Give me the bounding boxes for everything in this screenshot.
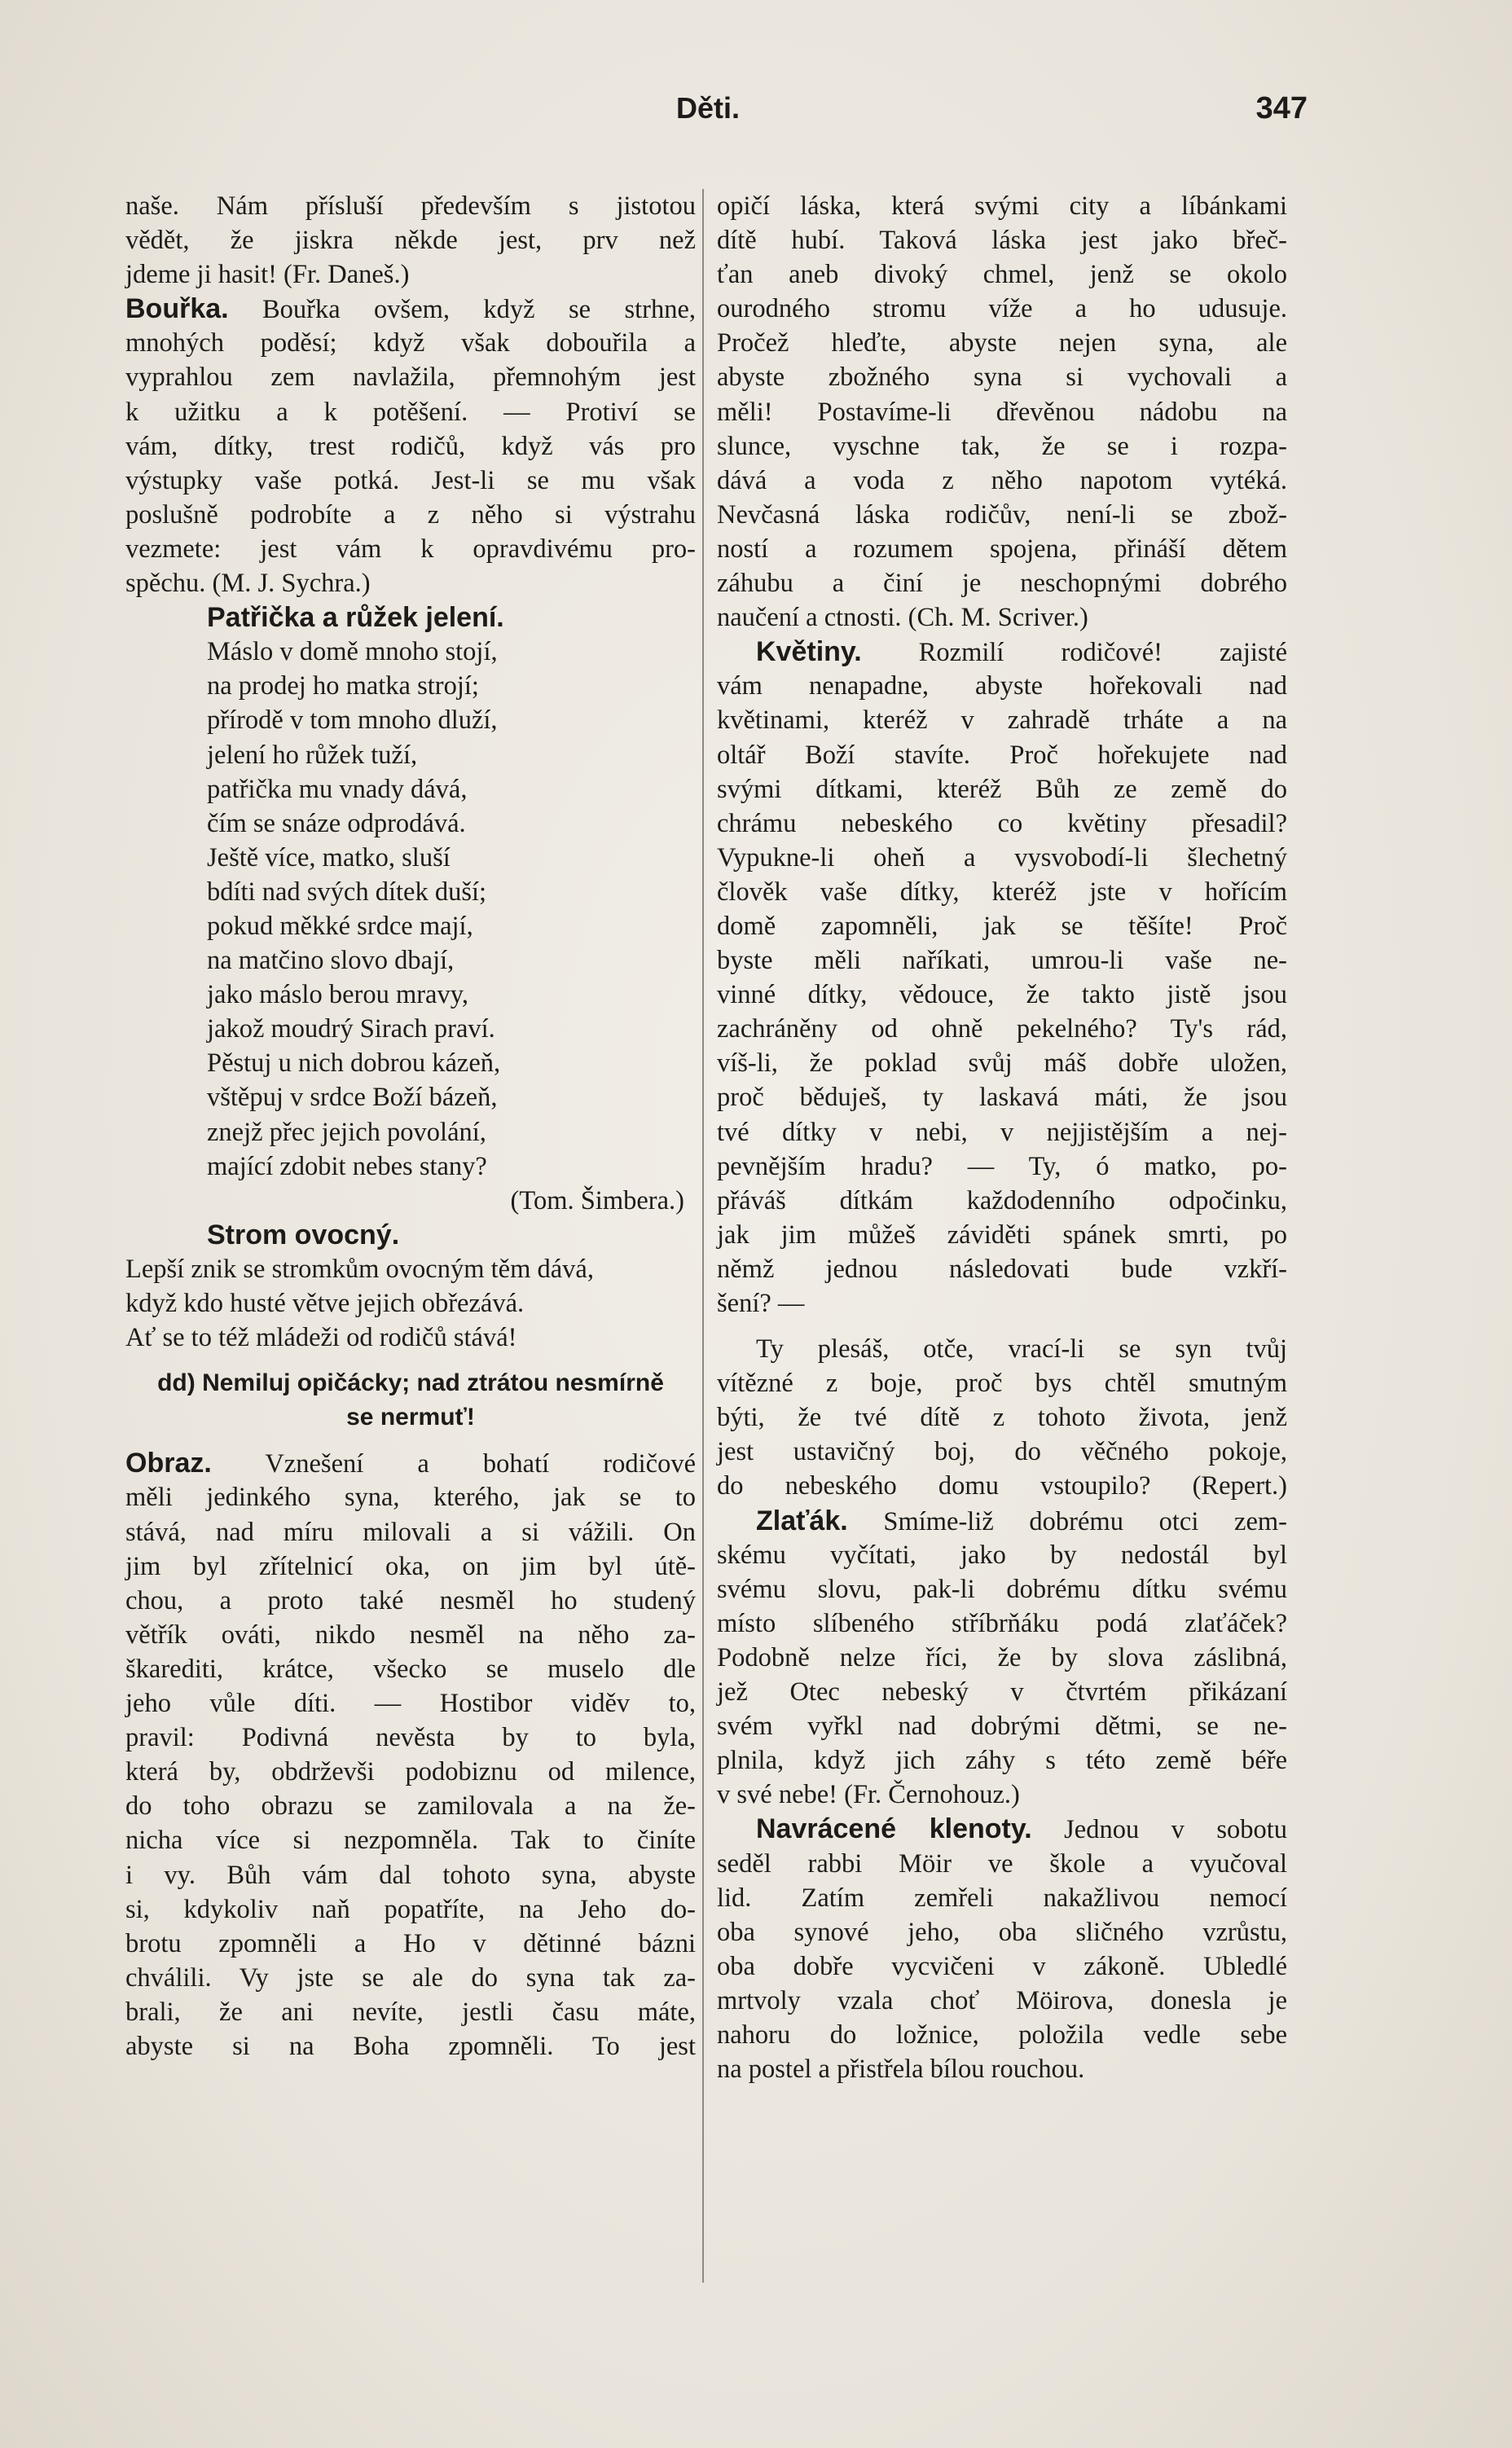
- text-line: výstupky vaše potká. Jest-li se mu však: [125, 465, 696, 495]
- text-line: poslušně podrobíte a z něho si výstrahu: [125, 499, 696, 530]
- poem-line: bdíti nad svých dítek duší;: [207, 877, 487, 907]
- text-line: Vznešení a bohatí rodičové: [211, 1449, 696, 1479]
- text-line: oltář Boží stavíte. Proč hořekujete nad: [717, 740, 1287, 770]
- text-line: býti, že tvé dítě z tohoto života, jenž: [717, 1403, 1287, 1433]
- text-line: vezmete: jest vám k opravdivému pro-: [125, 534, 696, 564]
- text-line: nahoru do ložnice, položila vedle sebe: [717, 2019, 1287, 2050]
- text-line: nicha více si nezpomněla. Tak to činíte: [125, 1826, 696, 1856]
- text-line: stává, nad míru milovali a si vážili. On: [125, 1517, 696, 1547]
- zlatak-heading: Zlaťák.: [756, 1505, 848, 1536]
- text-line: člověk vaše dítky, kteréž jste v hořícím: [717, 877, 1287, 907]
- text-line: Bouřka ovšem, když se strhne,: [228, 295, 696, 325]
- poem-line: na prodej ho matka strojí;: [207, 671, 479, 701]
- text-line: jeho vůle díti. — Hostibor viděv to,: [125, 1689, 696, 1719]
- text-line: vítězné z boje, proč bys chtěl smutným: [717, 1369, 1287, 1399]
- poem-line: vštěpuj v srdce Boží bázeň,: [207, 1083, 498, 1113]
- text-line: mrtvoly vzala choť Möirova, donesla je: [717, 1985, 1287, 2015]
- text-line: skému vyčítati, jako by nedostál byl: [717, 1540, 1287, 1570]
- left-column: [125, 189, 696, 2063]
- spacer: [125, 1435, 696, 1446]
- text-line: Ty plesáš, otče, vrací-li se syn tvůj: [756, 1334, 1287, 1365]
- text-line: byste měli naříkati, umrou-li vaše ne-: [717, 946, 1287, 976]
- text-line: Rozmilí rodičové! zajisté: [861, 638, 1287, 668]
- text-line: lid. Zatím zemřeli nakažlivou nemocí: [717, 1883, 1287, 1913]
- poem-line: jako máslo berou mravy,: [207, 980, 469, 1010]
- poem-line: Pěstuj u nich dobrou kázeň,: [207, 1048, 501, 1079]
- text-line: chou, a proto také nesměl ho studený: [125, 1585, 696, 1615]
- text-line: i vy. Bůh vám dal tohoto syna, abyste: [125, 1860, 696, 1890]
- poem-line: na matčino slovo dbají,: [207, 946, 455, 976]
- text-line: Vypukne-li oheň a vysvobodí-li šlechetný: [717, 842, 1287, 872]
- text-line: proč běduješ, ty laskavá máti, že jsou: [717, 1083, 1287, 1113]
- klenoty-heading: Navrácené klenoty.: [756, 1813, 1032, 1845]
- poem-line: patřička mu vnady dává,: [207, 774, 468, 804]
- text-line: místo slíbeného stříbrňáku podá zlaťáček?: [717, 1608, 1287, 1638]
- text-line: k užitku a k potěšení. — Protiví se: [125, 397, 696, 427]
- text-line: spěchu. (M. J. Sychra.): [125, 569, 371, 599]
- text-line: pevnějším hradu? — Ty, ó matko, po-: [717, 1151, 1287, 1181]
- text-line: vám, dítky, trest rodičů, když vás pro: [125, 431, 696, 461]
- text-line: měli jedinkého syna, kterého, jak se to: [125, 1483, 696, 1513]
- poem-line: Ještě více, matko, sluší: [207, 842, 451, 872]
- text-line: zachráněny od ohně pekelného? Ty's rád,: [717, 1014, 1287, 1044]
- text-line: svými dítkami, kteréž Bůh ze země do: [717, 774, 1287, 804]
- text-line: naučení a ctnosti. (Ch. M. Scriver.): [717, 603, 1088, 633]
- text-line: pravil: Podivná nevěsta by to byla,: [125, 1723, 696, 1753]
- text-line: chválili. Vy jste se ale do syna tak za-: [125, 1962, 696, 1993]
- text-line: svém vyřkl nad dobrými dětmi, se ne-: [717, 1712, 1287, 1742]
- text-line: která by, obdrževši podobiznu od milence,: [125, 1757, 696, 1787]
- text-line: jim byl zřítelnicí oka, on jim byl útě-: [125, 1551, 696, 1581]
- text-line: Pročež hleďte, abyste nejen syna, ale: [717, 328, 1287, 358]
- poem-line: čím se snáze odprodává.: [207, 808, 466, 838]
- text-line: květinami, kteréž v zahradě trháte a na: [717, 705, 1287, 736]
- patricka-heading: Patřička a růžek jelení.: [207, 602, 504, 634]
- text-line: vinné dítky, vědouce, že takto jistě jsou: [717, 980, 1287, 1010]
- text-line: abyste si na Boha zpomněli. To jest: [125, 2031, 696, 2061]
- obraz-heading: Obraz.: [125, 1448, 212, 1479]
- poem-line: jelení ho růžek tuží,: [207, 740, 418, 770]
- text-line: si, kdykoliv naň popatříte, na Jeho do-: [125, 1894, 696, 1924]
- author-attribution: (Tom. Šimbera.): [510, 1185, 684, 1215]
- text-line: Jednou v sobotu: [1031, 1815, 1287, 1845]
- poem-line: mající zdobit nebes stany?: [207, 1151, 487, 1181]
- text-line: jež Otec nebeský v čtvrtém přikázaní: [717, 1677, 1287, 1707]
- text-line: když kdo husté větve jejich obřezává.: [125, 1289, 525, 1318]
- text-line: dává a voda z něho napotom vytéká.: [717, 465, 1287, 495]
- text-line: jdeme ji hasit! (Fr. Daneš.): [125, 260, 410, 290]
- obraz-paragraph-start: [125, 1446, 696, 1480]
- text-line: ností a rozumem spojena, přináší dětem: [717, 534, 1287, 564]
- text-line: Ať se to též mládeži od rodičů stává!: [125, 1323, 517, 1353]
- text-line: přáváš dítkám každodenního odpočinku,: [717, 1185, 1287, 1215]
- strom-heading: Strom ovocný.: [207, 1219, 400, 1250]
- text-line: jest ustavičný boj, do věčného pokoje,: [717, 1437, 1287, 1467]
- text-line: brali, že ani nevíte, jestli času máte,: [125, 1997, 696, 2027]
- text-line: seděl rabbi Möir ve škole a vyučoval: [717, 1848, 1287, 1879]
- text-line: Nevčasná láska rodičův, není-li se zbož-: [717, 499, 1287, 530]
- poem-line: jakož moudrý Sirach praví.: [207, 1014, 495, 1044]
- kvetiny-heading: Květiny.: [756, 636, 862, 668]
- zlatak-paragraph-start: [717, 1504, 1287, 1538]
- text-line: brotu zpomněli a Ho v dětinné bázni: [125, 1928, 696, 1958]
- text-line: jak jim můžeš záviděti spánek smrti, po: [717, 1220, 1287, 1250]
- text-line: ťan aneb divoký chmel, jenž se okolo: [717, 260, 1287, 290]
- text-line: vědět, že jiskra někde jest, prv než: [125, 226, 696, 256]
- text-line: domě zapomněli, jak se těšíte! Proč: [717, 911, 1287, 941]
- poem-line: přírodě v tom mnoho dluží,: [207, 705, 498, 736]
- text-line: mnohých poděsí; když však dobouřila a: [125, 328, 696, 358]
- text-line: Smíme-liž dobrému otci zem-: [847, 1506, 1287, 1536]
- spacer: [125, 1355, 696, 1366]
- text-line: měli! Postavíme-li dřevěnou nádobu na: [717, 397, 1287, 427]
- text-line: dítě hubí. Taková láska jest jako břeč-: [717, 226, 1287, 256]
- text-line: vám nenapadne, abyste hořekovali nad: [717, 671, 1287, 701]
- page-number: 347: [1255, 91, 1308, 125]
- text-line: svému slovu, pak-li dobrému dítku svému: [717, 1574, 1287, 1604]
- text-line: šení? —: [717, 1289, 805, 1318]
- running-title: Děti.: [676, 91, 741, 125]
- text-line: v své nebe! (Fr. Černohouz.): [717, 1780, 1020, 1810]
- text-line: do nebeského domu vstoupilo? (Repert.): [717, 1471, 1287, 1501]
- right-column: [717, 189, 1287, 2086]
- poem-line: znejž přec jejich povolání,: [207, 1117, 486, 1147]
- poem-line: pokud měkké srdce mají,: [207, 911, 473, 941]
- section-title: dd) Nemiluj opičácky; nad ztrátou nesmírně: [157, 1369, 664, 1397]
- text-line: oba synové jeho, oba sličného vzrůstu,: [717, 1917, 1287, 1947]
- text-line: na postel a přistřela bílou rouchou.: [717, 2055, 1085, 2085]
- bourka-paragraph-start: [125, 292, 696, 326]
- text-line: záhubu a činí je neschopnými dobrého: [717, 569, 1287, 599]
- text-line: do toho obrazu se zamilovala a na že-: [125, 1791, 696, 1822]
- text-line: vyprahlou zem navlažila, přemnohým jest: [125, 363, 696, 393]
- column-divider: [702, 189, 704, 2283]
- poem-line: Máslo v domě mnoho stojí,: [207, 637, 498, 667]
- text-line: větřík ováti, nikdo nesměl na něho za-: [125, 1620, 696, 1650]
- text-line: naše. Nám přísluší především s jistotou: [125, 191, 696, 221]
- text-line: tvé dítky v nebi, v nejjistějším a nej-: [717, 1117, 1287, 1147]
- text-line: škarediti, krátce, všecko se muselo dle: [125, 1654, 696, 1684]
- text-line: víš-li, že poklad svůj máš dobře uložen,: [717, 1048, 1287, 1079]
- kvetiny-paragraph-start: [717, 635, 1287, 669]
- text-line: abyste zbožného syna si vychovali a: [717, 363, 1287, 393]
- section-title-continued: se nermuť!: [346, 1404, 475, 1431]
- text-line: slunce, vyschne tak, že se i rozpa-: [717, 431, 1287, 461]
- text-line: Lepší znik se stromkům ovocným těm dává,: [125, 1254, 594, 1284]
- text-line: chrámu nebeského co květiny přesadil?: [717, 808, 1287, 838]
- spacer: [717, 1321, 1287, 1332]
- klenoty-paragraph-start: [717, 1812, 1287, 1846]
- text-line: oba dobře vycvičeni v zákoně. Ubledlé: [717, 1951, 1287, 1981]
- text-line: opičí láska, která svými city a líbánkami: [717, 191, 1287, 221]
- text-line: plnila, když jich záhy s této země béře: [717, 1746, 1287, 1776]
- page-header: [122, 91, 1308, 140]
- text-line: němž jednou následovati bude vzkří-: [717, 1254, 1287, 1284]
- bourka-heading: Bouřka.: [125, 293, 229, 325]
- text-line: Podobně nelze říci, že by slova záslibná,: [717, 1642, 1287, 1672]
- text-line: ourodného stromu víže a ho udusuje.: [717, 294, 1287, 324]
